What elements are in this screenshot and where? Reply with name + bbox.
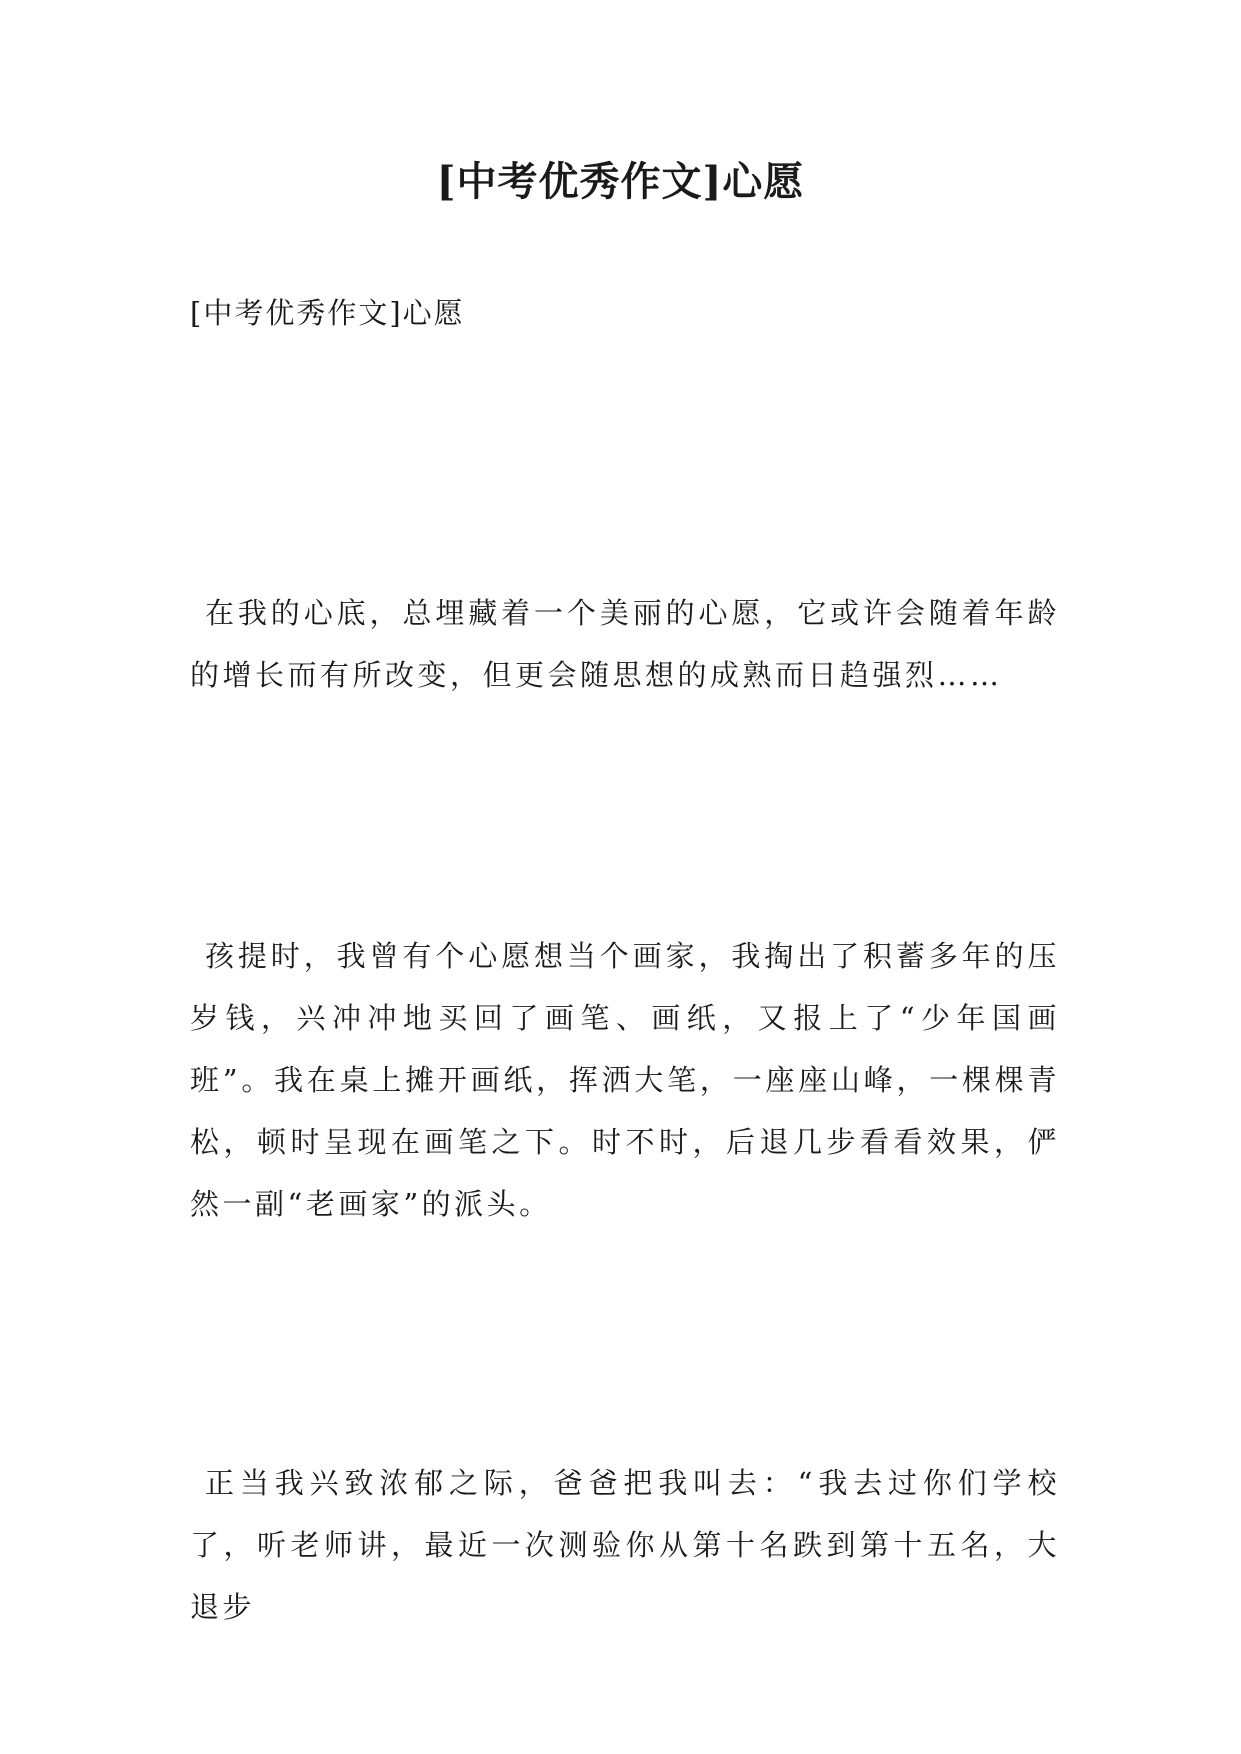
paragraph-2: 孩提时，我曾有个心愿想当个画家，我掏出了积蓄多年的压岁钱，兴冲冲地买回了画笔、画纸，又报上了“少年国画班”。我在桌上摊开画纸，挥洒大笔，一座座山峰，一棵棵青松，顿时呈现在画笔之下。时不时，后退几步看看效果，俨然一副“老画家”的派头。 bbox=[190, 939, 1060, 1221]
document-subtitle: [中考优秀作文]心愿 bbox=[190, 296, 465, 330]
paragraph-3: 正当我兴致浓郁之际，爸爸把我叫去：“我去过你们学校了，听老师讲，最近一次测验你从第十名跌到第十五名，大退步 bbox=[190, 1466, 1060, 1624]
document-title: [中考优秀作文]心愿 bbox=[436, 158, 805, 205]
paragraph-1: 在我的心底，总埋藏着一个美丽的心愿，它或许会随着年龄的增长而有所改变，但更会随思想的成熟而日趋强烈…… bbox=[190, 596, 1060, 692]
